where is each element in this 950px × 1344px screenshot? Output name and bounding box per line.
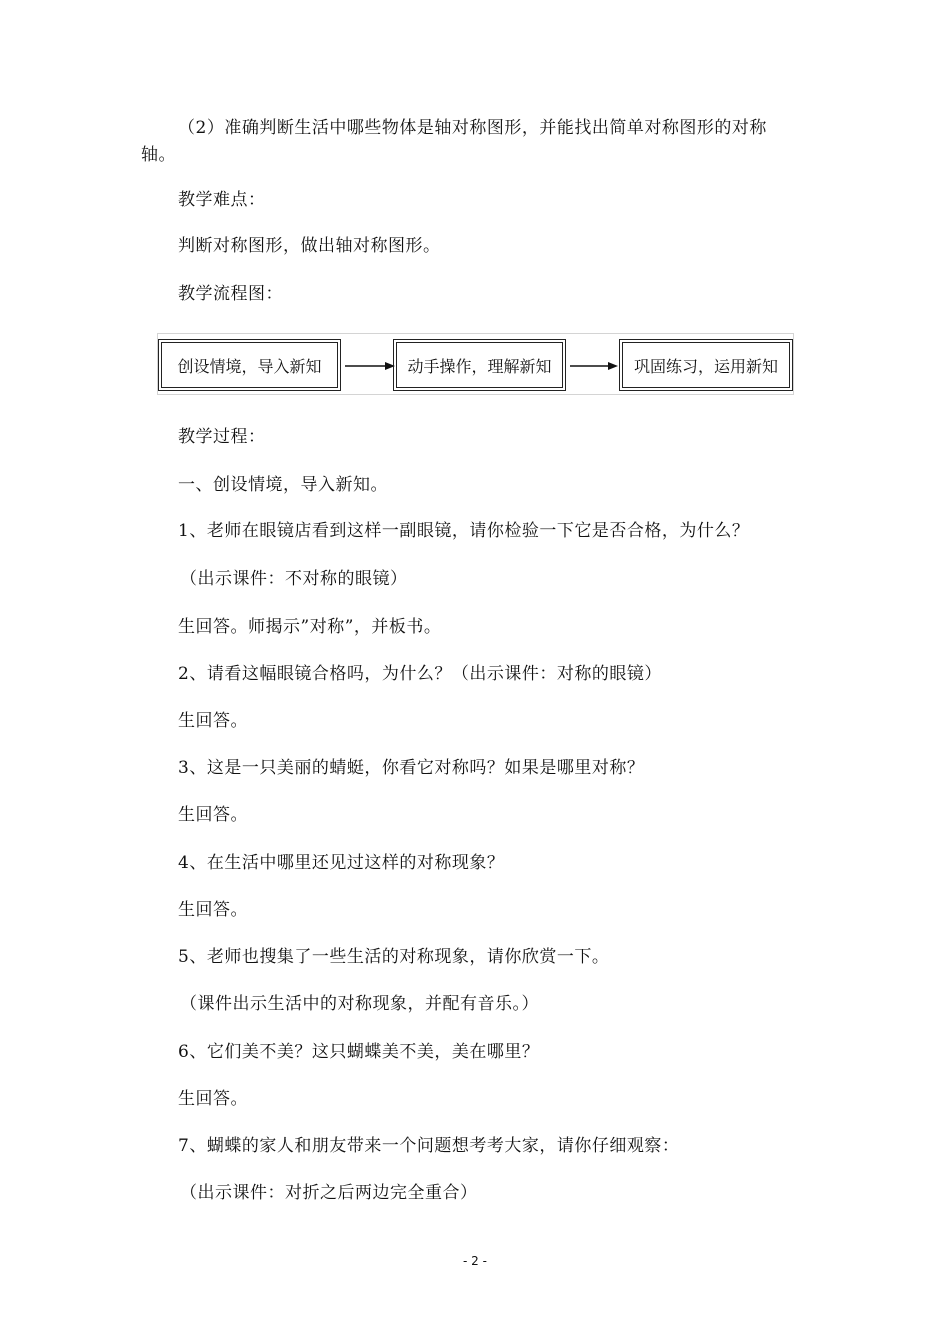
heading-process: 教学过程： xyxy=(178,427,266,447)
item-5-note: （课件出示生活中的对称现象，并配有音乐。） xyxy=(180,994,539,1014)
item-7: 7、蝴蝶的家人和朋友带来一个问题想考考大家，请你仔细观察： xyxy=(178,1136,680,1156)
flow-step-1: 创设情境，导入新知 xyxy=(161,342,338,388)
item-4: 4、在生活中哪里还见过这样的对称现象？ xyxy=(178,853,505,873)
teaching-flowchart xyxy=(157,333,794,395)
section-1-title: 一、创设情境，导入新知。 xyxy=(178,475,388,495)
item-5: 5、老师也搜集了一些生活的对称现象，请你欣赏一下。 xyxy=(178,947,610,967)
heading-difficulty: 教学难点： xyxy=(178,190,266,210)
flow-step-2: 动手操作，理解新知 xyxy=(396,342,563,388)
item-2: 2、请看这幅眼镜合格吗，为什么？（出示课件：对称的眼镜） xyxy=(178,664,662,684)
paragraph-objective-2: （2）准确判断生活中哪些物体是轴对称图形，并能找出简单对称图形的对称 xyxy=(178,118,767,138)
page-number: - 2 - xyxy=(463,1254,487,1268)
item-6: 6、它们美不美？这只蝴蝶美不美，美在哪里？ xyxy=(178,1042,540,1062)
item-2-answer: 生回答。 xyxy=(178,711,248,731)
item-3-answer: 生回答。 xyxy=(178,805,248,825)
flow-arrow-1 xyxy=(345,360,395,372)
paragraph-objective-2-cont: 轴。 xyxy=(141,145,176,165)
item-1: 1、老师在眼镜店看到这样一副眼镜，请你检验一下它是否合格，为什么？ xyxy=(178,521,750,541)
item-7-note: （出示课件：对折之后两边完全重合） xyxy=(180,1183,478,1203)
item-3: 3、这是一只美丽的蜻蜓，你看它对称吗？如果是哪里对称？ xyxy=(178,758,645,778)
flow-arrow-2 xyxy=(570,360,618,372)
flow-step-3: 巩固练习，运用新知 xyxy=(622,342,790,388)
paragraph-difficulty: 判断对称图形，做出轴对称图形。 xyxy=(178,236,441,256)
heading-flowchart: 教学流程图： xyxy=(178,284,283,304)
item-4-answer: 生回答。 xyxy=(178,900,248,920)
item-1-note: （出示课件：不对称的眼镜） xyxy=(180,569,408,589)
item-1-answer: 生回答。师揭示”对称”，并板书。 xyxy=(178,617,442,637)
item-6-answer: 生回答。 xyxy=(178,1089,248,1109)
